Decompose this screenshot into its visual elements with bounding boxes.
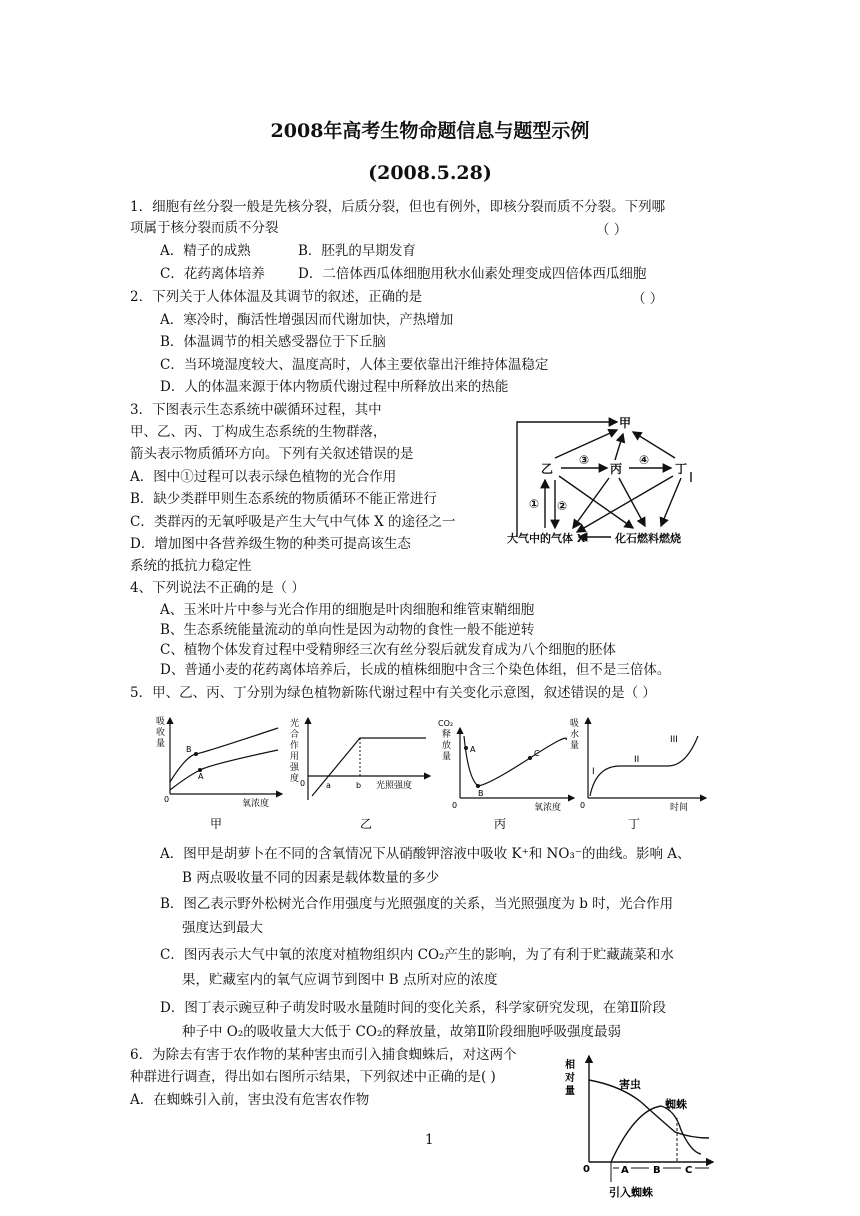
graph-jia-ylabel-1: 吸 bbox=[156, 717, 166, 727]
q6-ylabel-3: 量 bbox=[565, 1086, 575, 1097]
graph-ding-stage-2: II bbox=[634, 755, 640, 765]
graph-ding-stage-3: III bbox=[670, 735, 678, 745]
q1-option-d: D．二倍体西瓜体细胞用秋水仙素处理变成四倍体西瓜细胞 bbox=[298, 266, 647, 282]
node-bing: 丙 bbox=[610, 462, 623, 476]
graph-bing-origin: 0 bbox=[452, 801, 458, 810]
graph-bing-point-a: A bbox=[470, 745, 476, 754]
graph-bing bbox=[438, 719, 574, 831]
q6-spider-label: 蜘蛛 bbox=[665, 1098, 687, 1111]
q5-stem: 5．甲、乙、丙、丁分别为绿色植物新陈代谢过程中有关变化示意图，叙述错误的是（ ） bbox=[130, 685, 656, 701]
graph-bing-ylabel-1: CO₂ bbox=[438, 719, 454, 728]
graph-yi-xlabel: 光照强度 bbox=[376, 781, 413, 791]
q6-ylabel-2: 对 bbox=[565, 1073, 575, 1084]
node-yi: 乙 bbox=[541, 462, 554, 476]
q2-option-b: B．体温调节的相关感受器位于下丘脑 bbox=[160, 334, 386, 350]
graph-jia-point-b: B bbox=[186, 745, 192, 754]
q4-stem: 4、下列说法不正确的是（ ） bbox=[130, 580, 305, 596]
graph-yi-ylabel-3: 作 bbox=[290, 741, 300, 751]
q3-option-c: C．类群丙的无氧呼吸是产生大气中气体 X 的途径之一 bbox=[130, 514, 456, 530]
q5-option-b-line1: B．图乙表示野外松树光合作用强度与光照强度的关系，当光照强度为 b 时，光合作用 bbox=[160, 896, 674, 912]
graph-yi-ylabel-6: 度 bbox=[290, 774, 300, 784]
q5-option-b-line2: 强度达到最大 bbox=[182, 920, 263, 936]
q1-option-c: C．花药离体培养 bbox=[160, 266, 265, 282]
q3-option-d-line2: 系统的抵抗力稳定性 bbox=[130, 558, 252, 574]
node-gas-x: 大气中的气体 X bbox=[507, 532, 586, 545]
q5-option-a-line2: B 两点吸收量不同的因素是载体数量的多少 bbox=[182, 870, 440, 886]
carbon-cycle-diagram bbox=[505, 410, 720, 560]
graph-yi-ylabel-4: 用 bbox=[290, 752, 300, 762]
graph-ding-origin: 0 bbox=[580, 801, 586, 810]
graph-jia-point-a: A bbox=[198, 772, 204, 781]
q6-origin: 0 bbox=[583, 1164, 590, 1175]
q1-stem-line1: 1．细胞有丝分裂一般是先核分裂，后质分裂，但也有例外，即核分裂而质不分裂。下列哪 bbox=[130, 199, 666, 215]
arrow-label-2: ② bbox=[557, 499, 568, 513]
q3-stem-line3: 箭头表示物质循环方向。下列有关叙述错误的是 bbox=[130, 446, 414, 462]
page-date: (2008.5.28) bbox=[368, 162, 492, 184]
page-title: 2008年高考生物命题信息与题型示例 bbox=[270, 120, 590, 142]
graph-yi-ylabel-2: 合 bbox=[290, 730, 300, 740]
graph-ding-ylabel-3: 量 bbox=[570, 741, 580, 751]
graph-ding-name: 丁 bbox=[628, 817, 641, 831]
graph-yi-origin: 0 bbox=[300, 779, 306, 788]
q6-option-a: A．在蜘蛛引入前，害虫没有危害农作物 bbox=[130, 1092, 370, 1108]
q5-option-a-line1: A．图甲是胡萝卜在不同的含氧情况下从硝酸钾溶液中吸收 K⁺和 NO₃⁻的曲线。影响 A、 bbox=[160, 846, 691, 862]
q1-answer-paren: （ ） bbox=[596, 222, 628, 238]
graph-bing-xlabel: 氧浓度 bbox=[534, 803, 562, 813]
graph-jia-name: 甲 bbox=[210, 817, 223, 831]
graph-jia-ylabel-3: 量 bbox=[156, 739, 166, 749]
graph-yi-name: 乙 bbox=[360, 817, 373, 831]
q5-option-d-line1: D．图丁表示豌豆种子萌发时吸水量随时间的变化关系，科学家研究发现，在第Ⅱ阶段 bbox=[160, 1000, 666, 1016]
q3-option-b: B．缺少类群甲则生态系统的物质循环不能正常进行 bbox=[130, 491, 437, 507]
q4-option-c: C、植物个体发育过程中受精卵经三次有丝分裂后就发育成为八个细胞的胚体 bbox=[160, 642, 616, 658]
q2-option-a: A．寒冷时，酶活性增强因而代谢加快，产热增加 bbox=[160, 312, 454, 328]
graph-ding-ylabel-2: 水 bbox=[570, 730, 580, 740]
graph-ding-ylabel-1: 吸 bbox=[570, 719, 580, 729]
graph-ding-stage-1: I bbox=[592, 767, 595, 777]
graph-jia-xlabel: 氧浓度 bbox=[242, 799, 270, 809]
node-fossil-fuel: 化石燃料燃烧 bbox=[615, 532, 681, 545]
q4-option-d: D、普通小麦的花药离体培养后，长成的植株细胞中含三个染色体组，但不是三倍体。 bbox=[160, 662, 671, 678]
graph-jia bbox=[156, 716, 282, 831]
population-graph bbox=[565, 1050, 715, 1210]
q6-stem-line1: 6．为除去有害于农作物的某种害虫而引入捕食蜘蛛后，对这两个 bbox=[130, 1047, 517, 1063]
q2-stem: 2．下列关于人体体温及其调节的叙述，正确的是 bbox=[130, 289, 423, 305]
q3-option-a: A．图中①过程可以表示绿色植物的光合作用 bbox=[130, 469, 397, 485]
q4-option-b: B、生态系统能量流动的单向性是因为动物的食性一般不能逆转 bbox=[160, 622, 535, 638]
q5-option-d-line2: 种子中 O₂的吸收量大大低于 CO₂的释放量，故第Ⅱ阶段细胞呼吸强度最弱 bbox=[182, 1024, 622, 1040]
q6-stem-line2: 种群进行调查，得出如右图所示结果，下列叙述中正确的是( ) bbox=[130, 1069, 496, 1085]
graph-yi-point-a: a bbox=[326, 781, 331, 790]
graph-bing-point-b: B bbox=[478, 789, 484, 798]
graph-bing-ylabel-3: 放 bbox=[442, 741, 452, 751]
graph-bing-name: 丙 bbox=[494, 817, 507, 831]
graph-yi-ylabel-5: 强 bbox=[290, 763, 300, 773]
q3-option-d-line1: D．增加图中各营养级生物的种类可提高该生态 bbox=[130, 536, 411, 552]
q6-phase-a: A bbox=[621, 1165, 629, 1176]
graph-ding bbox=[570, 718, 706, 831]
q4-option-a: A、玉米叶片中参与光合作用的细胞是叶肉细胞和维管束鞘细胞 bbox=[160, 602, 535, 618]
q6-ylabel-1: 相 bbox=[565, 1060, 575, 1071]
arrow-label-1: ① bbox=[529, 497, 540, 511]
q6-phase-b: B bbox=[653, 1165, 661, 1176]
q1-option-a: A．精子的成熟 bbox=[160, 243, 251, 259]
arrow-label-4: ④ bbox=[639, 453, 650, 467]
q2-answer-paren: （ ） bbox=[632, 291, 664, 307]
q6-pest-label: 害虫 bbox=[619, 1078, 641, 1091]
page-number: 1 bbox=[425, 1132, 434, 1148]
graph-ding-xlabel: 时间 bbox=[670, 803, 689, 813]
graph-bing-ylabel-4: 量 bbox=[442, 752, 452, 762]
graph-jia-origin: 0 bbox=[164, 795, 170, 804]
node-ding: 丁 bbox=[675, 462, 688, 476]
arrow-label-3: ③ bbox=[579, 453, 590, 467]
q5-option-c-line1: C．图丙表示大气中氧的浓度对植物组织内 CO₂产生的影响，为了有利于贮藏蔬菜和水 bbox=[160, 947, 674, 963]
q3-stem-line2: 甲、乙、丙、丁构成生态系统的生物群落， bbox=[130, 424, 387, 440]
q3-stem-line1: 3．下图表示生态系统中碳循环过程，其中 bbox=[130, 402, 382, 418]
q6-phase-c: C bbox=[685, 1165, 693, 1176]
graph-jia-ylabel-2: 收 bbox=[156, 728, 166, 738]
q1-stem-line2: 项属于核分裂而质不分裂 bbox=[130, 220, 279, 236]
q1-option-b: B．胚乳的早期发育 bbox=[298, 243, 416, 259]
q6-introduce-spider-label: 引入蜘蛛 bbox=[609, 1186, 653, 1199]
node-jia: 甲 bbox=[619, 416, 632, 430]
q2-option-d: D．人的体温来源于体内物质代谢过程中所释放出来的热能 bbox=[160, 379, 509, 395]
q5-graphs bbox=[150, 712, 710, 837]
graph-bing-point-c: C bbox=[534, 749, 540, 758]
q5-option-c-line2: 果，贮藏室内的氧气应调节到图中 B 点所对应的浓度 bbox=[182, 972, 498, 988]
graph-bing-ylabel-2: 释 bbox=[442, 730, 452, 740]
graph-yi bbox=[290, 717, 430, 831]
q2-option-c: C．当环境湿度较大、温度高时，人体主要依靠出汗维持体温稳定 bbox=[160, 357, 549, 373]
graph-yi-ylabel-1: 光 bbox=[290, 719, 300, 729]
graph-yi-point-b: b bbox=[356, 781, 362, 790]
